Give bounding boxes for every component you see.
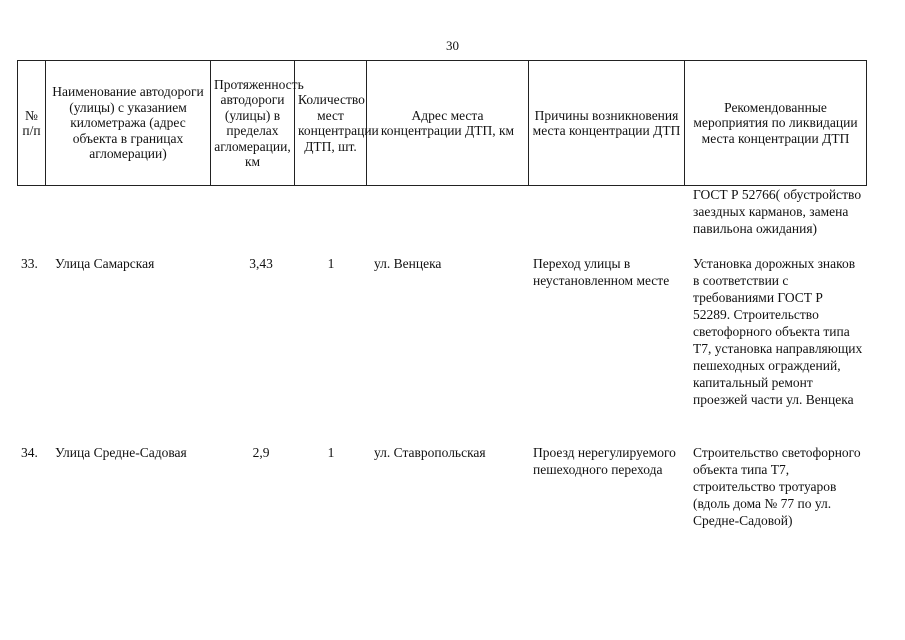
- row-count: 1: [327, 256, 335, 271]
- row-cause: Переход улицы в неустановленном месте: [533, 256, 670, 288]
- table-header: [17, 60, 867, 186]
- carryover-text: ГОСТ Р 52766( обустройство заездных карманов, замена павильона ожидания): [693, 187, 862, 236]
- header-cause: Причины возникновения места концентрации ДТП: [529, 61, 685, 186]
- row-length: 3,43: [249, 256, 273, 271]
- header-length: Протяженность автодороги (улицы) в пределах агломерации, км: [211, 61, 295, 186]
- header-address: Адрес места концентрации ДТП, км: [367, 61, 529, 186]
- row-recommend: Установка дорожных знаков в соответствии с требованиями ГОСТ Р 52289. Строительство светофорного объекта типа Т7, установка направляющих пешеходных ограждений, капитальный ремонт проезжей части ул. Венцека: [693, 256, 863, 407]
- row-num: 33.: [21, 256, 38, 271]
- row-count: 1: [327, 445, 335, 460]
- header-num: № п/п: [18, 61, 46, 186]
- row-num: 34.: [21, 445, 38, 460]
- row-cause: Проезд нерегулируемого пешеходного перехода: [533, 445, 676, 477]
- header-count: Количество мест концентрации ДТП, шт.: [295, 61, 367, 186]
- header-recommend: Рекомендованные мероприятия по ликвидации места концентрации ДТП: [685, 61, 867, 186]
- row-name: Улица Средне-Садовая: [55, 445, 187, 460]
- row-name: Улица Самарская: [55, 256, 155, 271]
- row-address: ул. Ставропольская: [374, 445, 486, 460]
- row-length: 2,9: [252, 445, 270, 460]
- header-name: Наименование автодороги (улицы) с указанием километража (адрес объекта в границах агломерации): [46, 61, 211, 186]
- row-address: ул. Венцека: [374, 256, 442, 271]
- page-number: 30: [446, 38, 459, 53]
- row-recommend: Строительство светофорного объекта типа Т7, строительство тротуаров (вдоль дома № 77 по ул. Средне-Садовой): [693, 445, 861, 528]
